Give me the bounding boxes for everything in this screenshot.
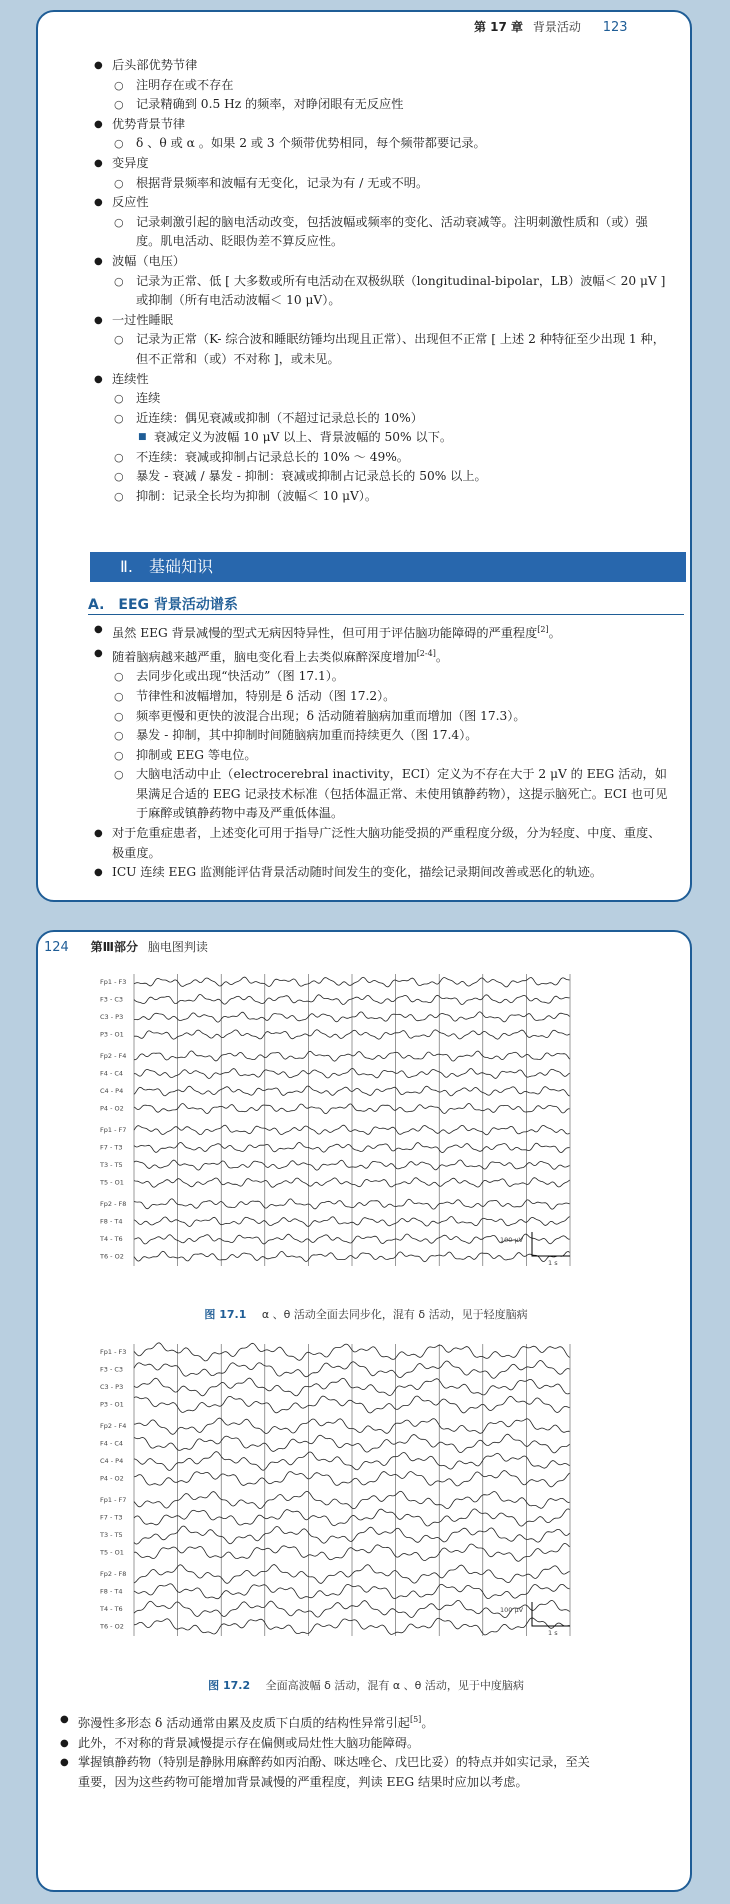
list-item [94, 726, 672, 746]
list-item [60, 1753, 590, 1792]
channel-label: P3 - O1 [100, 1400, 124, 1409]
list-item-tail: 。 [435, 649, 448, 664]
channel-label: F8 - T4 [100, 1217, 123, 1226]
list-item [94, 95, 672, 115]
channel-label: F7 - T3 [100, 1143, 123, 1152]
subsection-title: A. EEG 背景活动谱系 [88, 597, 238, 613]
channel-label: C4 - P4 [100, 1457, 124, 1465]
list-item-text: 记录刺激引起的脑电活动改变，包括波幅或频率的变化、活动衰减等。注明刺激性质和（或）强度。肌电活动、眨眼伪差不算反应性。 [136, 214, 648, 249]
background-activity-list [94, 56, 672, 507]
eeg-spectrum-list [94, 620, 672, 883]
list-item [94, 330, 672, 369]
list-item-text: 连续性 [112, 371, 149, 386]
channel-label: Fp2 - F8 [100, 1570, 127, 1578]
eeg-figure-17-1 [100, 970, 610, 1270]
list-item-text: 近连续：偶见衰减或抑制（不超过记录总长的 10%） [136, 410, 423, 425]
list-item-text: 记录精确到 0.5 Hz 的频率，对睁闭眼有无反应性 [136, 97, 404, 112]
page-124 [36, 930, 692, 1892]
list-item-text: 反应性 [112, 195, 149, 210]
list-item-text: 去同步化或出现“快活动”（图 17.1）。 [136, 669, 344, 684]
figure-17-1-text: α 、θ 活动全面去同步化，混有 δ 活动，见于轻度脑病 [261, 1308, 528, 1321]
scale-voltage-label: 100 μV [500, 1236, 524, 1244]
channel-label: Fp1 - F7 [100, 1496, 127, 1504]
scale-bar [532, 1232, 570, 1256]
list-item [94, 487, 672, 507]
channel-label: C4 - P4 [100, 1087, 124, 1095]
list-item [94, 193, 672, 213]
page-123 [36, 10, 692, 902]
list-item [60, 1734, 590, 1754]
list-item-text: 记录为正常（K- 综合波和睡眠纺锤均出现且正常）、出现但不正常 [ 上述 2 种特征至少出现 1 种，但不正常和（或）不对称 ]，或未见。 [136, 332, 665, 366]
list-item-text: 连续 [136, 391, 161, 406]
citation: [5] [409, 1715, 422, 1724]
list-item-tail: 。 [421, 1716, 434, 1731]
list-item [94, 389, 672, 409]
channel-label: F4 - C4 [100, 1439, 124, 1448]
scale-time-label: 1 s [548, 1259, 558, 1267]
channel-label: T5 - O1 [100, 1548, 124, 1557]
list-item [94, 56, 672, 76]
list-item-text: δ 、θ 或 α 。如果 2 或 3 个频带优势相同，每个频带都要记录。 [136, 136, 486, 151]
list-item [94, 134, 672, 154]
channel-label: F3 - C3 [100, 995, 124, 1004]
subsection-rule [88, 614, 684, 615]
channel-label: C3 - P3 [100, 1383, 124, 1391]
list-item [94, 448, 672, 468]
list-item-text: 掌握镇静药物（特别是静脉用麻醉药如丙泊酚、咪达唑仑、戊巴比妥）的特点并如实记录，至关重要，因为这些药物可能增加背景减慢的严重程度，判读 EEG 结果时应加以考虑。 [78, 1755, 590, 1789]
list-item [94, 644, 672, 668]
channel-label: Fp2 - F4 [100, 1422, 127, 1430]
list-item [94, 252, 672, 272]
page-number: 123 [602, 20, 628, 35]
page-124-list [60, 1710, 590, 1792]
scale-voltage-label: 100 μV [500, 1606, 524, 1614]
list-item-text: 一过性睡眠 [112, 312, 173, 327]
section-title: Ⅱ. 基础知识 [90, 552, 686, 582]
list-item [94, 667, 672, 687]
part-number: 第Ⅲ部分 [90, 940, 139, 954]
list-item [94, 746, 672, 766]
list-item-text: 不连续：衰减或抑制占记录总长的 10% ～ 49%。 [136, 449, 409, 464]
channel-label: T3 - T5 [100, 1161, 123, 1169]
page-header [474, 18, 628, 35]
list-item [94, 213, 672, 252]
list-item-text: 根据背景频率和波幅有无变化，记录为有 / 无或不明。 [136, 175, 429, 190]
list-item-tail: 。 [548, 626, 561, 641]
list-item [94, 115, 672, 135]
list-item-text: 后头部优势节律 [112, 58, 198, 72]
figure-17-1-caption [38, 1306, 692, 1322]
list-item [94, 620, 672, 644]
channel-label: P4 - O2 [100, 1474, 124, 1483]
citation: [2-4] [416, 648, 436, 658]
list-item-text: 频率更慢和更快的波混合出现；δ 活动随着脑病加重而增加（图 17.3）。 [136, 708, 526, 723]
channel-label: F4 - C4 [100, 1069, 124, 1078]
channel-label: C3 - P3 [100, 1013, 124, 1021]
citation: [2] [537, 625, 549, 634]
list-item-text: ICU 连续 EEG 监测能评估背景活动随时间发生的变化，描绘记录期间改善或恶化的轨迹。 [112, 865, 603, 880]
list-item-text: 波幅（电压） [112, 253, 186, 268]
scale-time-label: 1 s [548, 1629, 558, 1637]
list-item [94, 824, 672, 863]
channel-label: Fp1 - F3 [100, 978, 127, 986]
scale-bar [532, 1602, 570, 1626]
channel-label: F3 - C3 [100, 1365, 124, 1374]
figure-17-2-label: 图 17.2 [208, 1679, 251, 1692]
channel-label: F7 - T3 [100, 1513, 123, 1522]
list-item-text: 暴发 - 抑制，其中抑制时间随脑病加重而持续更久（图 17.4）。 [136, 728, 478, 743]
list-item [94, 409, 672, 429]
list-item-text: 抑制：记录全长均为抑制（波幅＜ 10 μV）。 [136, 489, 378, 504]
channel-label: Fp1 - F3 [100, 1348, 127, 1356]
eeg-figure-17-2 [100, 1340, 610, 1640]
list-item-text: 变异度 [112, 155, 149, 170]
channel-label: P4 - O2 [100, 1104, 124, 1113]
list-item [94, 687, 672, 707]
channel-label: Fp1 - F7 [100, 1126, 127, 1134]
list-item-text: 暴发 - 衰减 / 暴发 - 抑制：衰减或抑制占记录总长的 50% 以上。 [136, 469, 487, 484]
list-item [94, 467, 672, 487]
list-item [94, 76, 672, 96]
list-item [94, 370, 672, 390]
list-item [94, 272, 672, 311]
channel-label: T4 - T6 [100, 1605, 123, 1613]
page-number: 124 [44, 940, 69, 955]
list-item [94, 428, 672, 448]
list-item-text: 对于危重症患者，上述变化可用于指导广泛性大脑功能受损的严重程度分级，分为轻度、中度、重度、极重度。 [112, 826, 661, 860]
chapter-number: 第 17 章 [474, 20, 524, 34]
list-item-text: 抑制或 EEG 等电位。 [136, 747, 257, 762]
figure-17-2-caption [38, 1677, 692, 1693]
list-item [60, 1710, 590, 1734]
channel-label: T6 - O2 [100, 1252, 124, 1261]
channel-label: P3 - O1 [100, 1030, 124, 1039]
list-item-text: 此外，不对称的背景减慢提示存在偏侧或局灶性大脑功能障碍。 [78, 1735, 420, 1750]
list-item-text: 优势背景节律 [112, 116, 186, 131]
channel-label: T5 - O1 [100, 1178, 124, 1187]
chapter-title: 背景活动 [532, 20, 581, 34]
list-item [94, 154, 672, 174]
channel-label: Fp2 - F4 [100, 1052, 127, 1060]
list-item-text: 衰减定义为波幅 10 μV 以上、背景波幅的 50% 以下。 [154, 430, 453, 445]
list-item-text: 节律性和波幅增加，特别是 δ 活动（图 17.2）。 [136, 688, 396, 703]
channel-label: T3 - T5 [100, 1531, 123, 1539]
list-item [94, 311, 672, 331]
list-item-text: 大脑电活动中止（electrocerebral inactivity，ECI）定义为不存在大于 2 μV 的 EEG 活动，如果满足合适的 EEG 记录技术标准（包括体温正常、未使用镇静药物），这提示脑死亡。ECI 也可见于麻醉或镇静药物中毒及严重低体温。 [136, 767, 668, 821]
list-item [94, 863, 672, 883]
list-item-text: 虽然 EEG 背景减慢的型式无病因特异性，但可用于评估脑功能障碍的严重程度 [112, 626, 538, 641]
channel-label: F8 - T4 [100, 1587, 123, 1596]
part-title: 脑电图判读 [147, 940, 208, 954]
list-item-text: 注明存在或不存在 [136, 77, 234, 92]
list-item [94, 707, 672, 727]
list-item-text: 弥漫性多形态 δ 活动通常由累及皮质下白质的结构性异常引起 [78, 1716, 410, 1731]
list-item [94, 174, 672, 194]
channel-label: T6 - O2 [100, 1622, 124, 1631]
page-header [44, 938, 208, 955]
channel-label: T4 - T6 [100, 1235, 123, 1243]
list-item-text: 随着脑病越来越严重，脑电变化看上去类似麻醉深度增加 [112, 649, 417, 664]
list-item-text: 记录为正常、低 [ 大多数或所有电活动在双极纵联（longitudinal-bipolar，LB）波幅＜ 20 μV ] 或抑制（所有电活动波幅＜ 10 μV）。 [136, 273, 666, 308]
channel-label: Fp2 - F8 [100, 1200, 127, 1208]
figure-17-2-text: 全面高波幅 δ 活动，混有 α 、θ 活动，见于中度脑病 [265, 1679, 524, 1692]
figure-17-1-label: 图 17.1 [204, 1308, 247, 1321]
list-item [94, 765, 672, 824]
